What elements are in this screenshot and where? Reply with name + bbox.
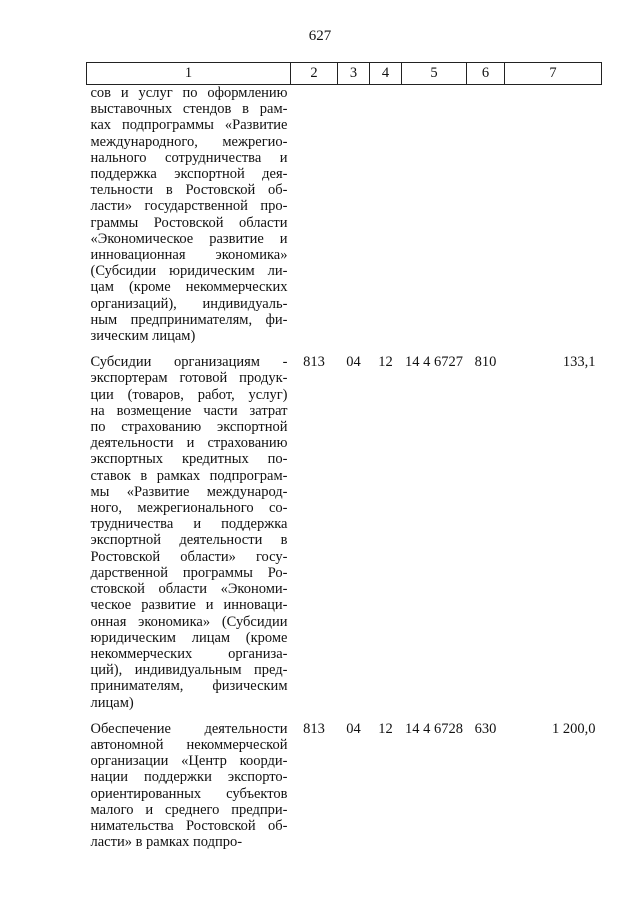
- description-line: трудничества и поддержка: [90, 516, 288, 533]
- cell-amount: 133,1: [562, 354, 596, 371]
- description-line: ках подпрограммы «Развитие: [90, 117, 288, 134]
- description-line: зическим лицам): [90, 328, 196, 345]
- budget-table: [86, 62, 602, 850]
- cell-expense-type: 810: [474, 354, 497, 371]
- cell-expense-type: [467, 85, 505, 345]
- description-line: ласти» государственной про-: [90, 198, 288, 215]
- description-line: автономной некоммерческой: [90, 736, 288, 753]
- table-row: [87, 354, 602, 710]
- description-line: принимателям, физическим: [90, 678, 288, 695]
- cell-subsection: [370, 85, 402, 345]
- cell-ministry-code: 813: [303, 354, 325, 371]
- description-line: сов и услуг по оформлению: [90, 85, 288, 101]
- description-line: онная экономика» (Субсидии: [90, 613, 288, 630]
- description-line: ческое развитие и инноваци-: [90, 597, 288, 614]
- header-col-6: 6: [467, 63, 505, 85]
- cell-target-article: 14 4 6727: [405, 354, 463, 371]
- description-line: экспортных кредитных по-: [90, 451, 288, 468]
- header-col-5: 5: [402, 63, 467, 85]
- row-spacer: [87, 344, 602, 354]
- description-line: по страхованию экспортной: [90, 419, 288, 436]
- header-col-4: 4: [370, 63, 402, 85]
- description-line: ции (товаров, работ, услуг): [90, 386, 288, 403]
- description-line: ным предпринимателям, фи-: [90, 311, 288, 328]
- description-line: «Экономическое развитие и: [90, 230, 288, 247]
- description-line: деятельности и страхованию: [90, 435, 288, 452]
- cell-amount: [505, 85, 602, 345]
- description-line: (Субсидии юридическим ли-: [90, 263, 288, 280]
- header-col-1: 1: [87, 63, 291, 85]
- cell-subsection: 12: [378, 720, 393, 737]
- cell-subsection: 12: [378, 354, 393, 371]
- description-line: тельности в Ростовской об-: [90, 182, 288, 199]
- description-line: на возмещение части затрат: [90, 402, 288, 419]
- description-line: Субсидии организациям -: [90, 354, 288, 371]
- description-line: малого и среднего предпри-: [90, 801, 288, 818]
- description-line: стовской области «Экономи-: [90, 581, 288, 598]
- description-line: международного, межрегио-: [90, 133, 288, 150]
- table-header: [87, 63, 602, 85]
- description-line: цам (кроме некоммерческих: [90, 279, 288, 296]
- description-line: организации «Центр коорди-: [90, 753, 288, 770]
- header-col-2: 2: [291, 63, 338, 85]
- description-line: граммы Ростовской области: [90, 214, 288, 231]
- cell-amount: 1 200,0: [552, 720, 596, 737]
- description-line: нации поддержки экспорто-: [90, 769, 288, 786]
- row-description: [87, 354, 291, 710]
- table-body: [87, 85, 602, 851]
- description-line: экспортной деятельности в: [90, 532, 288, 549]
- row-description: [87, 85, 291, 345]
- description-line: нимательства Ростовской об-: [90, 817, 288, 834]
- cell-expense-type: 630: [474, 720, 497, 737]
- header-col-7: 7: [505, 63, 602, 85]
- description-line: ласти» в рамках подпро-: [90, 834, 243, 851]
- description-line: Ростовской области» госу-: [90, 548, 288, 565]
- description-line: ций), индивидуальным пред-: [90, 662, 288, 679]
- cell-target-article: 14 4 6728: [405, 720, 463, 737]
- page-number: 627: [308, 28, 332, 44]
- description-line: юридическим лицам (кроме: [90, 629, 288, 646]
- description-line: инновационная экономика»: [90, 247, 288, 264]
- cell-ministry-code: [291, 85, 338, 345]
- description-line: Обеспечение деятельности: [90, 720, 288, 737]
- row-description: [87, 721, 291, 851]
- description-line: ставок в рамках подпрограм-: [90, 467, 288, 484]
- cell-ministry-code: 813: [303, 720, 325, 737]
- cell-section: [338, 85, 370, 345]
- description-line: ориентированных субъектов: [90, 785, 288, 802]
- description-line: лицам): [90, 694, 134, 711]
- cell-section: 04: [346, 354, 361, 371]
- table-row: [87, 721, 602, 851]
- description-line: экспортерам готовой продук-: [90, 370, 288, 387]
- description-line: мы «Развитие международ-: [90, 483, 288, 500]
- row-spacer: [87, 711, 602, 721]
- description-line: организаций), индивидуаль-: [90, 295, 288, 312]
- table-row: [87, 85, 602, 345]
- description-line: нального сотрудничества и: [90, 149, 288, 166]
- description-line: выставочных стендов в рам-: [90, 101, 288, 118]
- cell-section: 04: [346, 720, 361, 737]
- cell-target-article: [402, 85, 467, 345]
- header-col-3: 3: [338, 63, 370, 85]
- description-line: поддержка экспортной дея-: [90, 166, 288, 183]
- description-line: некоммерческих организа-: [90, 645, 288, 662]
- description-line: дарственной программы Ро-: [90, 564, 288, 581]
- description-line: ного, межрегионального со-: [90, 500, 288, 517]
